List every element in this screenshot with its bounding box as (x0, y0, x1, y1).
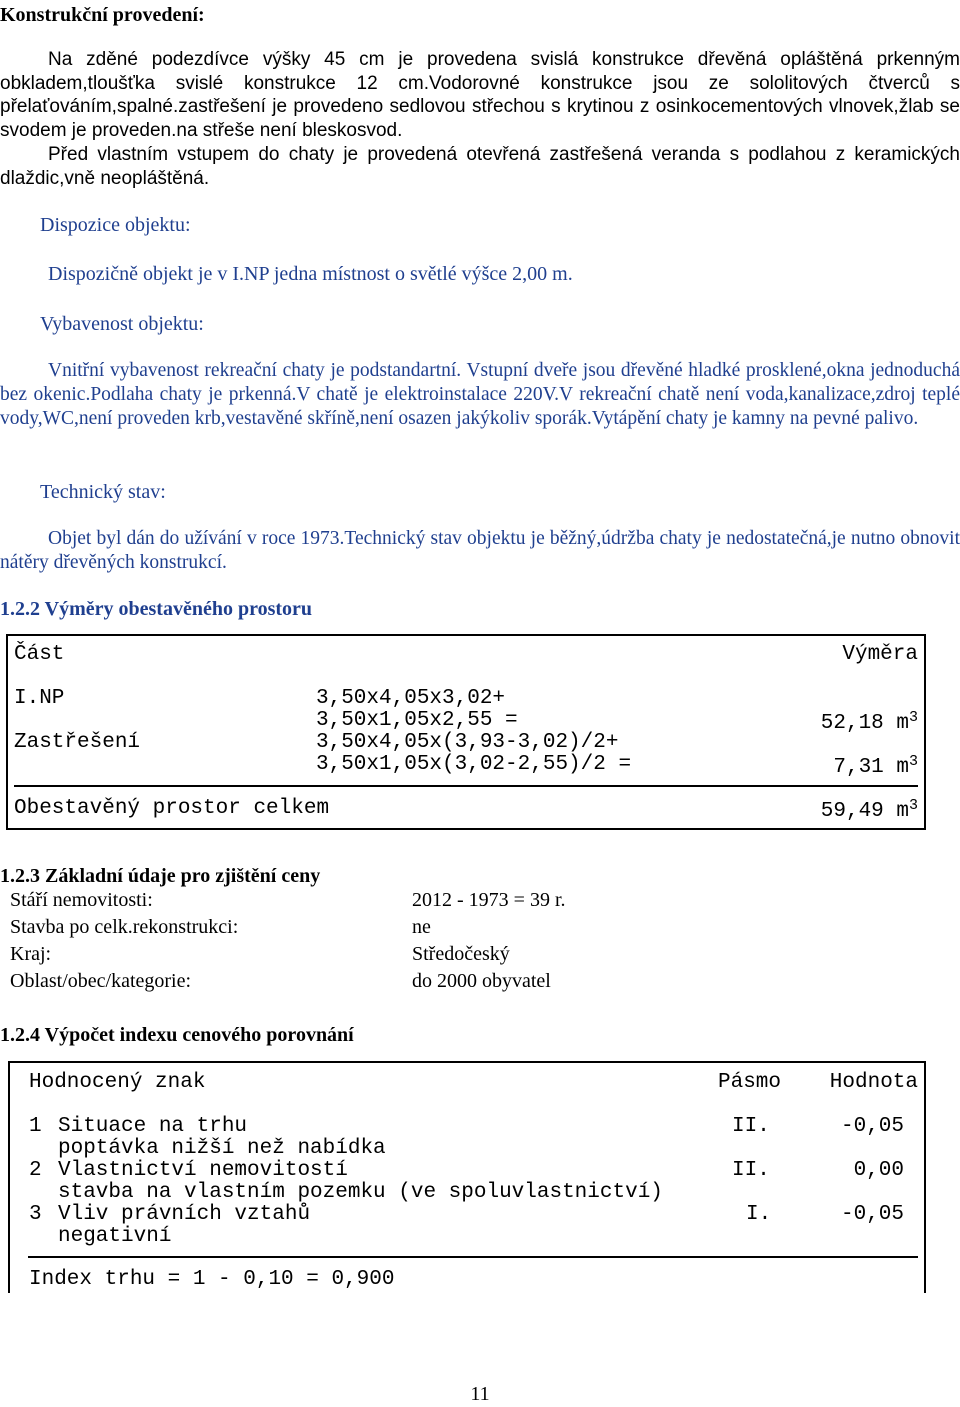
value-text: 59,49 m (820, 800, 909, 823)
index-row-num: 3 (29, 1203, 42, 1226)
index-row-desc: negativní (58, 1225, 172, 1248)
veranda-paragraph (0, 143, 960, 190)
index-row-num: 2 (29, 1159, 42, 1182)
zakladni-value: 2012 - 1973 = 39 r. (412, 889, 566, 911)
zakladni-value: Středočeský (412, 943, 510, 965)
heading-vymery: 1.2.2 Výměry obestavěného prostoru (0, 598, 313, 620)
heading-zakladni: 1.2.3 Základní údaje pro zjištění ceny (0, 865, 321, 887)
vymery-row-formula: 3,50x1,05x2,55 = (316, 709, 518, 732)
value-text: 52,18 m (820, 712, 909, 735)
index-col-zone: Pásmo (718, 1071, 782, 1094)
heading-vybavenost: Vybavenost objektu: (40, 313, 204, 335)
index-row-title: Situace na trhu (58, 1115, 248, 1138)
vymery-total-value (821, 797, 918, 823)
veranda-text: Před vlastním vstupem do chaty je provedená otevřená zastřešená veranda s podlahou z keramických dlaždic,vně neopláštěná. (0, 144, 960, 189)
index-row-desc: stavba na vlastním pozemku (ve spoluvlastnictví) (58, 1181, 663, 1204)
vymery-row-value (833, 753, 918, 779)
heading-konstrukce: Konstrukční provedení: (0, 4, 205, 26)
vymery-row-formula: 3,50x4,05x3,02+ (316, 687, 506, 710)
konstrukce-paragraph (0, 48, 960, 142)
value-text: 7,31 m (833, 756, 909, 779)
vymery-row-part: I.NP (14, 687, 65, 710)
index-row-desc: poptávka nižší než nabídka (58, 1137, 386, 1160)
index-col-value: Hodnota (829, 1071, 918, 1094)
index-row-value: -0,05 (840, 1115, 904, 1138)
vymery-row-formula: 3,50x1,05x(3,02-2,55)/2 = (316, 753, 632, 776)
heading-stav: Technický stav: (40, 481, 166, 503)
index-result: Index trhu = 1 - 0,10 = 0,900 (29, 1268, 395, 1291)
index-row-value: -0,05 (840, 1203, 904, 1226)
zakladni-value: do 2000 obyvatel (412, 970, 551, 992)
zakladni-label: Stavba po celk.rekonstrukci: (10, 916, 239, 938)
vymery-row-formula: 3,50x4,05x(3,93-3,02)/2+ (316, 731, 619, 754)
page-number: 11 (470, 1383, 490, 1405)
index-row-zone: I. (746, 1203, 772, 1226)
unit-exponent: 3 (908, 797, 918, 814)
zakladni-value: ne (412, 916, 431, 938)
vymery-col-part: Část (14, 643, 65, 666)
vymery-total-rule (14, 785, 918, 787)
vybavenost-text: Vnitřní vybavenost rekreační chaty je podstandartní. Vstupní dveře jsou dřevěné hladké prosklené,okna jednoduchá bez okenic.Podlaha chaty je prkenná.V chatě je elektroinstalace 220V.V rekreační chatě není voda,kanalizace,zdroj teplé vody,WC,není proveden krb,vestavěné skříně,není osazen jakýkoliv sporák.Vytápění chaty je kamny na pevné palivo. (0, 360, 960, 429)
vymery-row-part: Zastřešení (14, 731, 141, 754)
index-row-title: Vlastnictví nemovitostí (58, 1159, 348, 1182)
vybavenost-paragraph (0, 359, 960, 431)
stav-text: Objet byl dán do užívání v roce 1973.Technický stav objektu je běžný,údržba chaty je nedostatečná,je nutno obnovit nátěry dřevěných konstrukcí. (0, 528, 960, 573)
unit-exponent: 3 (908, 709, 918, 726)
unit-exponent: 3 (908, 753, 918, 770)
index-row-num: 1 (29, 1115, 42, 1138)
heading-index: 1.2.4 Výpočet indexu cenového porovnání (0, 1024, 354, 1046)
zakladni-label: Oblast/obec/kategorie: (10, 970, 192, 992)
vymery-col-value: Výměra (842, 643, 918, 666)
index-row-zone: II. (732, 1159, 770, 1182)
dispozice-text: Dispozičně objekt je v I.NP jedna místnost o světlé výšce 2,00 m. (48, 263, 573, 285)
konstrukce-text: Na zděné podezdívce výšky 45 cm je provedena svislá konstrukce dřevěná opláštěná prkenným obkladem,tloušťka svislé konstrukce 12 cm.Vodorovné konstrukce jsou ze sololitových čtverců s přelaťováním,spalné.zastřešení je provedeno sedlovou střechou s krytinou z osinkocementových vlnovek,žlab se svodem je proveden.na střeše není bleskosvod. (0, 49, 960, 141)
zakladni-label: Kraj: (10, 943, 52, 965)
index-row-zone: II. (732, 1115, 770, 1138)
index-result-rule (28, 1256, 918, 1258)
index-row-value: 0,00 (853, 1159, 904, 1182)
vymery-row-value (821, 709, 918, 735)
vymery-bottom-rule (6, 828, 926, 830)
zakladni-label: Stáří nemovitosti: (10, 889, 153, 911)
stav-paragraph (0, 527, 960, 575)
vymery-total-label: Obestavěný prostor celkem (14, 797, 330, 820)
index-row-title: Vliv právních vztahů (58, 1203, 311, 1226)
heading-dispozice: Dispozice objektu: (40, 214, 191, 236)
index-col-sign: Hodnocený znak (29, 1071, 206, 1094)
